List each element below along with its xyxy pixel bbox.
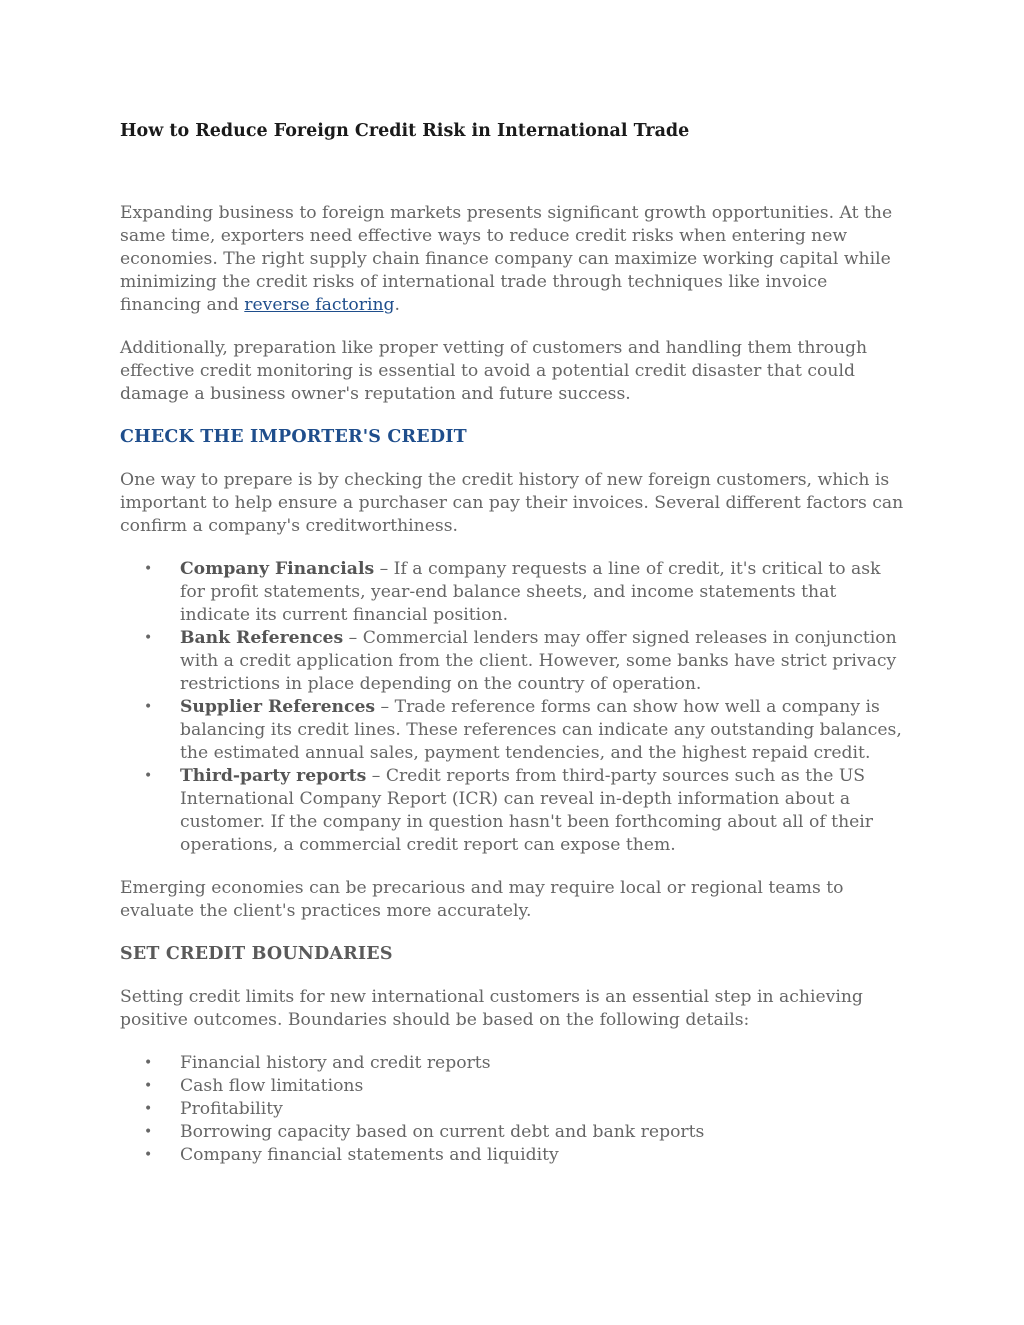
document-page xyxy=(120,118,910,1187)
list-item-description: – If a company requests a line of credit, it's critical to ask for profit statements, year-end balance sheets, and income statements that indicate its current financial position. xyxy=(180,559,881,625)
section-heading-check-credit: CHECK THE IMPORTER'S CREDIT xyxy=(120,427,467,447)
bullet-icon: • xyxy=(144,1124,153,1140)
list-item-term: Company Financials xyxy=(180,559,375,579)
list-item xyxy=(144,558,910,627)
section-heading-credit-boundaries: SET CREDIT BOUNDARIES xyxy=(120,944,393,964)
creditworthiness-factors-list xyxy=(120,558,910,857)
intro-paragraph xyxy=(120,202,910,317)
check-credit-intro: One way to prepare is by checking the credit history of new foreign customers, which is important to help ensure a purchaser can pay their invoices. Several different factors can confirm a company's creditworthiness. xyxy=(120,470,904,536)
emerging-economies-paragraph: Emerging economies can be precarious and may require local or regional teams to evaluate the client's practices more accurately. xyxy=(120,878,844,921)
list-item xyxy=(144,696,910,765)
bullet-icon: • xyxy=(144,1055,153,1071)
list-item-description: – Trade reference forms can show how well a company is balancing its credit lines. These references can indicate any outstanding balances, the estimated annual sales, payment tendencies, and the highest repaid credit. xyxy=(180,697,902,763)
bullet-icon: • xyxy=(144,630,153,646)
list-item-description: – Credit reports from third-party sources such as the US International Company Report (ICR) can reveal in-depth information about a customer. If the company in question hasn't been forthcoming about all of their operations, a commercial credit report can expose them. xyxy=(180,766,874,855)
list-item-description: – Commercial lenders may offer signed releases in conjunction with a credit application from the client. However, some banks have strict privacy restrictions in place depending on the country of operation. xyxy=(180,628,897,694)
preparation-paragraph: Additionally, preparation like proper vetting of customers and handling them through effective credit monitoring is essential to avoid a potential credit disaster that could damage a business owner's reputation and future success. xyxy=(120,338,868,404)
list-item xyxy=(144,1144,910,1167)
list-item-term: Third-party reports xyxy=(180,766,367,786)
intro-text-end: . xyxy=(394,295,400,315)
credit-boundaries-intro: Setting credit limits for new international customers is an essential step in achieving positive outcomes. Boundaries should be based on the following details: xyxy=(120,987,863,1030)
list-item-term: Supplier References xyxy=(180,697,376,717)
boundary-details-list xyxy=(120,1052,910,1167)
list-item-text: Company financial statements and liquidity xyxy=(180,1145,559,1165)
list-item xyxy=(144,627,910,696)
list-item-text: Cash flow limitations xyxy=(180,1076,364,1096)
intro-text: Expanding business to foreign markets presents significant growth opportunities. At the same time, exporters need effective ways to reduce credit risks when entering new economies. The right supply chain finance company can maximize working capital while minimizing the credit risks of international trade through techniques like invoice financing and xyxy=(120,203,893,315)
list-item xyxy=(144,1052,910,1075)
list-item xyxy=(144,1121,910,1144)
bullet-icon: • xyxy=(144,768,153,784)
document-title: How to Reduce Foreign Credit Risk in International Trade xyxy=(120,121,690,141)
bullet-icon: • xyxy=(144,699,153,715)
list-item-text: Financial history and credit reports xyxy=(180,1053,491,1073)
list-item xyxy=(144,1075,910,1098)
bullet-icon: • xyxy=(144,561,153,577)
bullet-icon: • xyxy=(144,1078,153,1094)
bullet-icon: • xyxy=(144,1147,153,1163)
list-item-term: Bank References xyxy=(180,628,344,648)
bullet-icon: • xyxy=(144,1101,153,1117)
reverse-factoring-link[interactable]: reverse factoring xyxy=(244,295,395,315)
list-item-text: Borrowing capacity based on current debt and bank reports xyxy=(180,1122,705,1142)
list-item xyxy=(144,1098,910,1121)
list-item xyxy=(144,765,910,857)
list-item-text: Profitability xyxy=(180,1099,283,1119)
